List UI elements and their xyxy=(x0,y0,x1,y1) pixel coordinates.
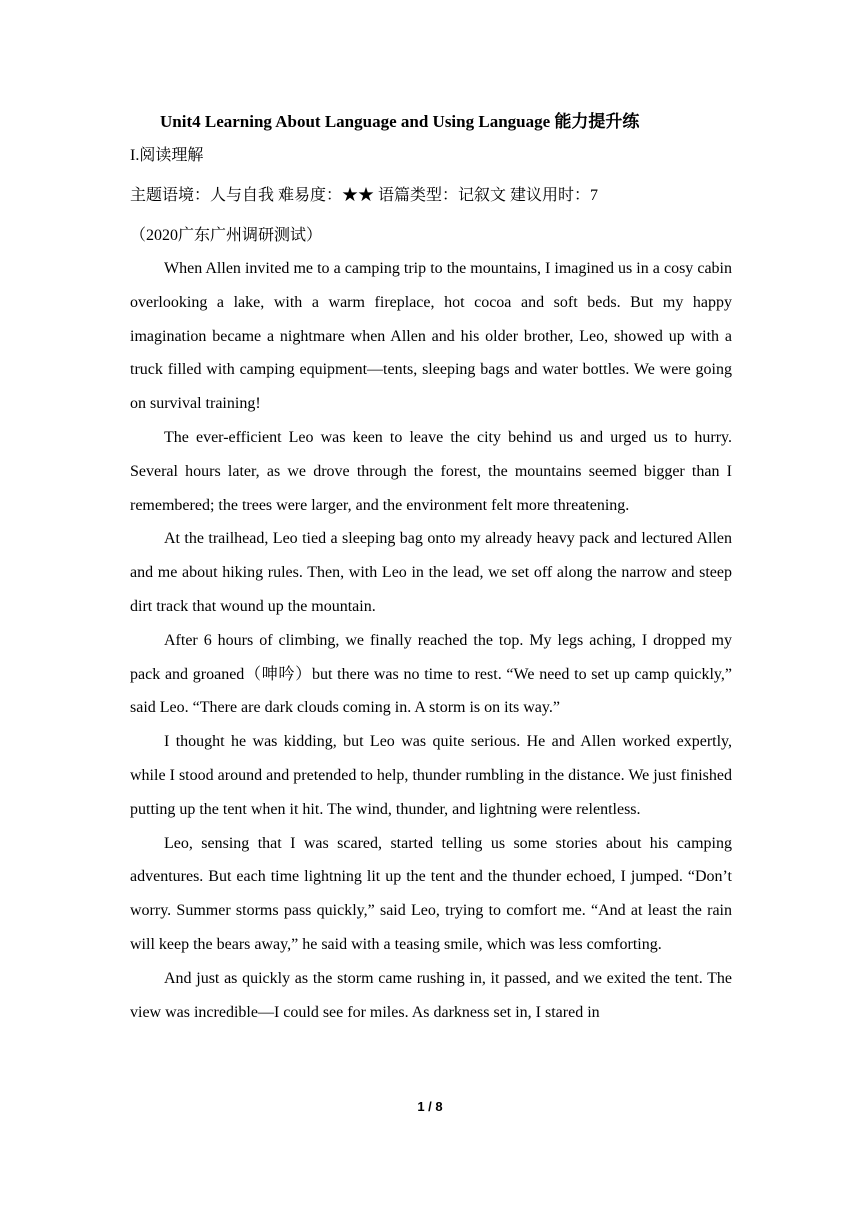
paragraph: And just as quickly as the storm came rushing in, it passed, and we exited the tent. The view was incredible—I could see for miles. As darkness set in, I stared in xyxy=(130,969,732,1021)
paragraph: I thought he was kidding, but Leo was quite serious. He and Allen worked expertly, while I stood around and pretended to help, thunder rumbling in the distance. We just finished putting up the tent when it hit. The wind, thunder, and lightning were relentless. xyxy=(130,733,732,818)
paragraph: At the trailhead, Leo tied a sleeping bag onto my already heavy pack and lectured Allen and me about hiking rules. Then, with Leo in the lead, we set off along the narrow and steep dirt track that wound up the mountain. xyxy=(130,530,732,615)
paragraph: After 6 hours of climbing, we finally reached the top. My legs aching, I dropped my pack and groaned（呻吟）but there was no time to rest. “We need to set up camp quickly,” said Leo. “There are dark clouds coming in. A storm is on its way.” xyxy=(130,631,732,717)
page-number: 1 / 8 xyxy=(417,1099,443,1114)
reading-passage xyxy=(130,252,732,1029)
document-title: Unit4 Learning About Language and Using Language 能力提升练 xyxy=(160,112,640,131)
section-heading: I.阅读理解 xyxy=(130,147,204,164)
paragraph: When Allen invited me to a camping trip to the mountains, I imagined us in a cosy cabin overlooking a lake, with a warm fireplace, hot cocoa and soft beds. But my happy imagination became a nightmare when Allen and his older brother, Leo, showed up with a truck filled with camping equipment—tents, sleeping bags and water bottles. We were going on survival training! xyxy=(130,260,732,413)
passage-source: （2020广东广州调研测试） xyxy=(130,227,323,244)
paragraph: Leo, sensing that I was scared, started telling us some stories about his camping adventures. But each time lightning lit up the tent and the thunder echoed, I jumped. “Don’t worry. Summer storms pass quickly,” said Leo, trying to comfort me. “And at least the rain will keep the bears away,” he said with a teasing smile, which was less comforting. xyxy=(130,834,732,953)
paragraph: The ever-efficient Leo was keen to leave the city behind us and urged us to hurry. Several hours later, as we drove through the forest, the mountains seemed bigger than I remembered; the trees were larger, and the environment felt more threatening. xyxy=(130,428,732,514)
passage-info: 主题语境：人与自我 难易度：★★ 语篇类型：记叙文 建议用时：7 xyxy=(130,187,599,204)
